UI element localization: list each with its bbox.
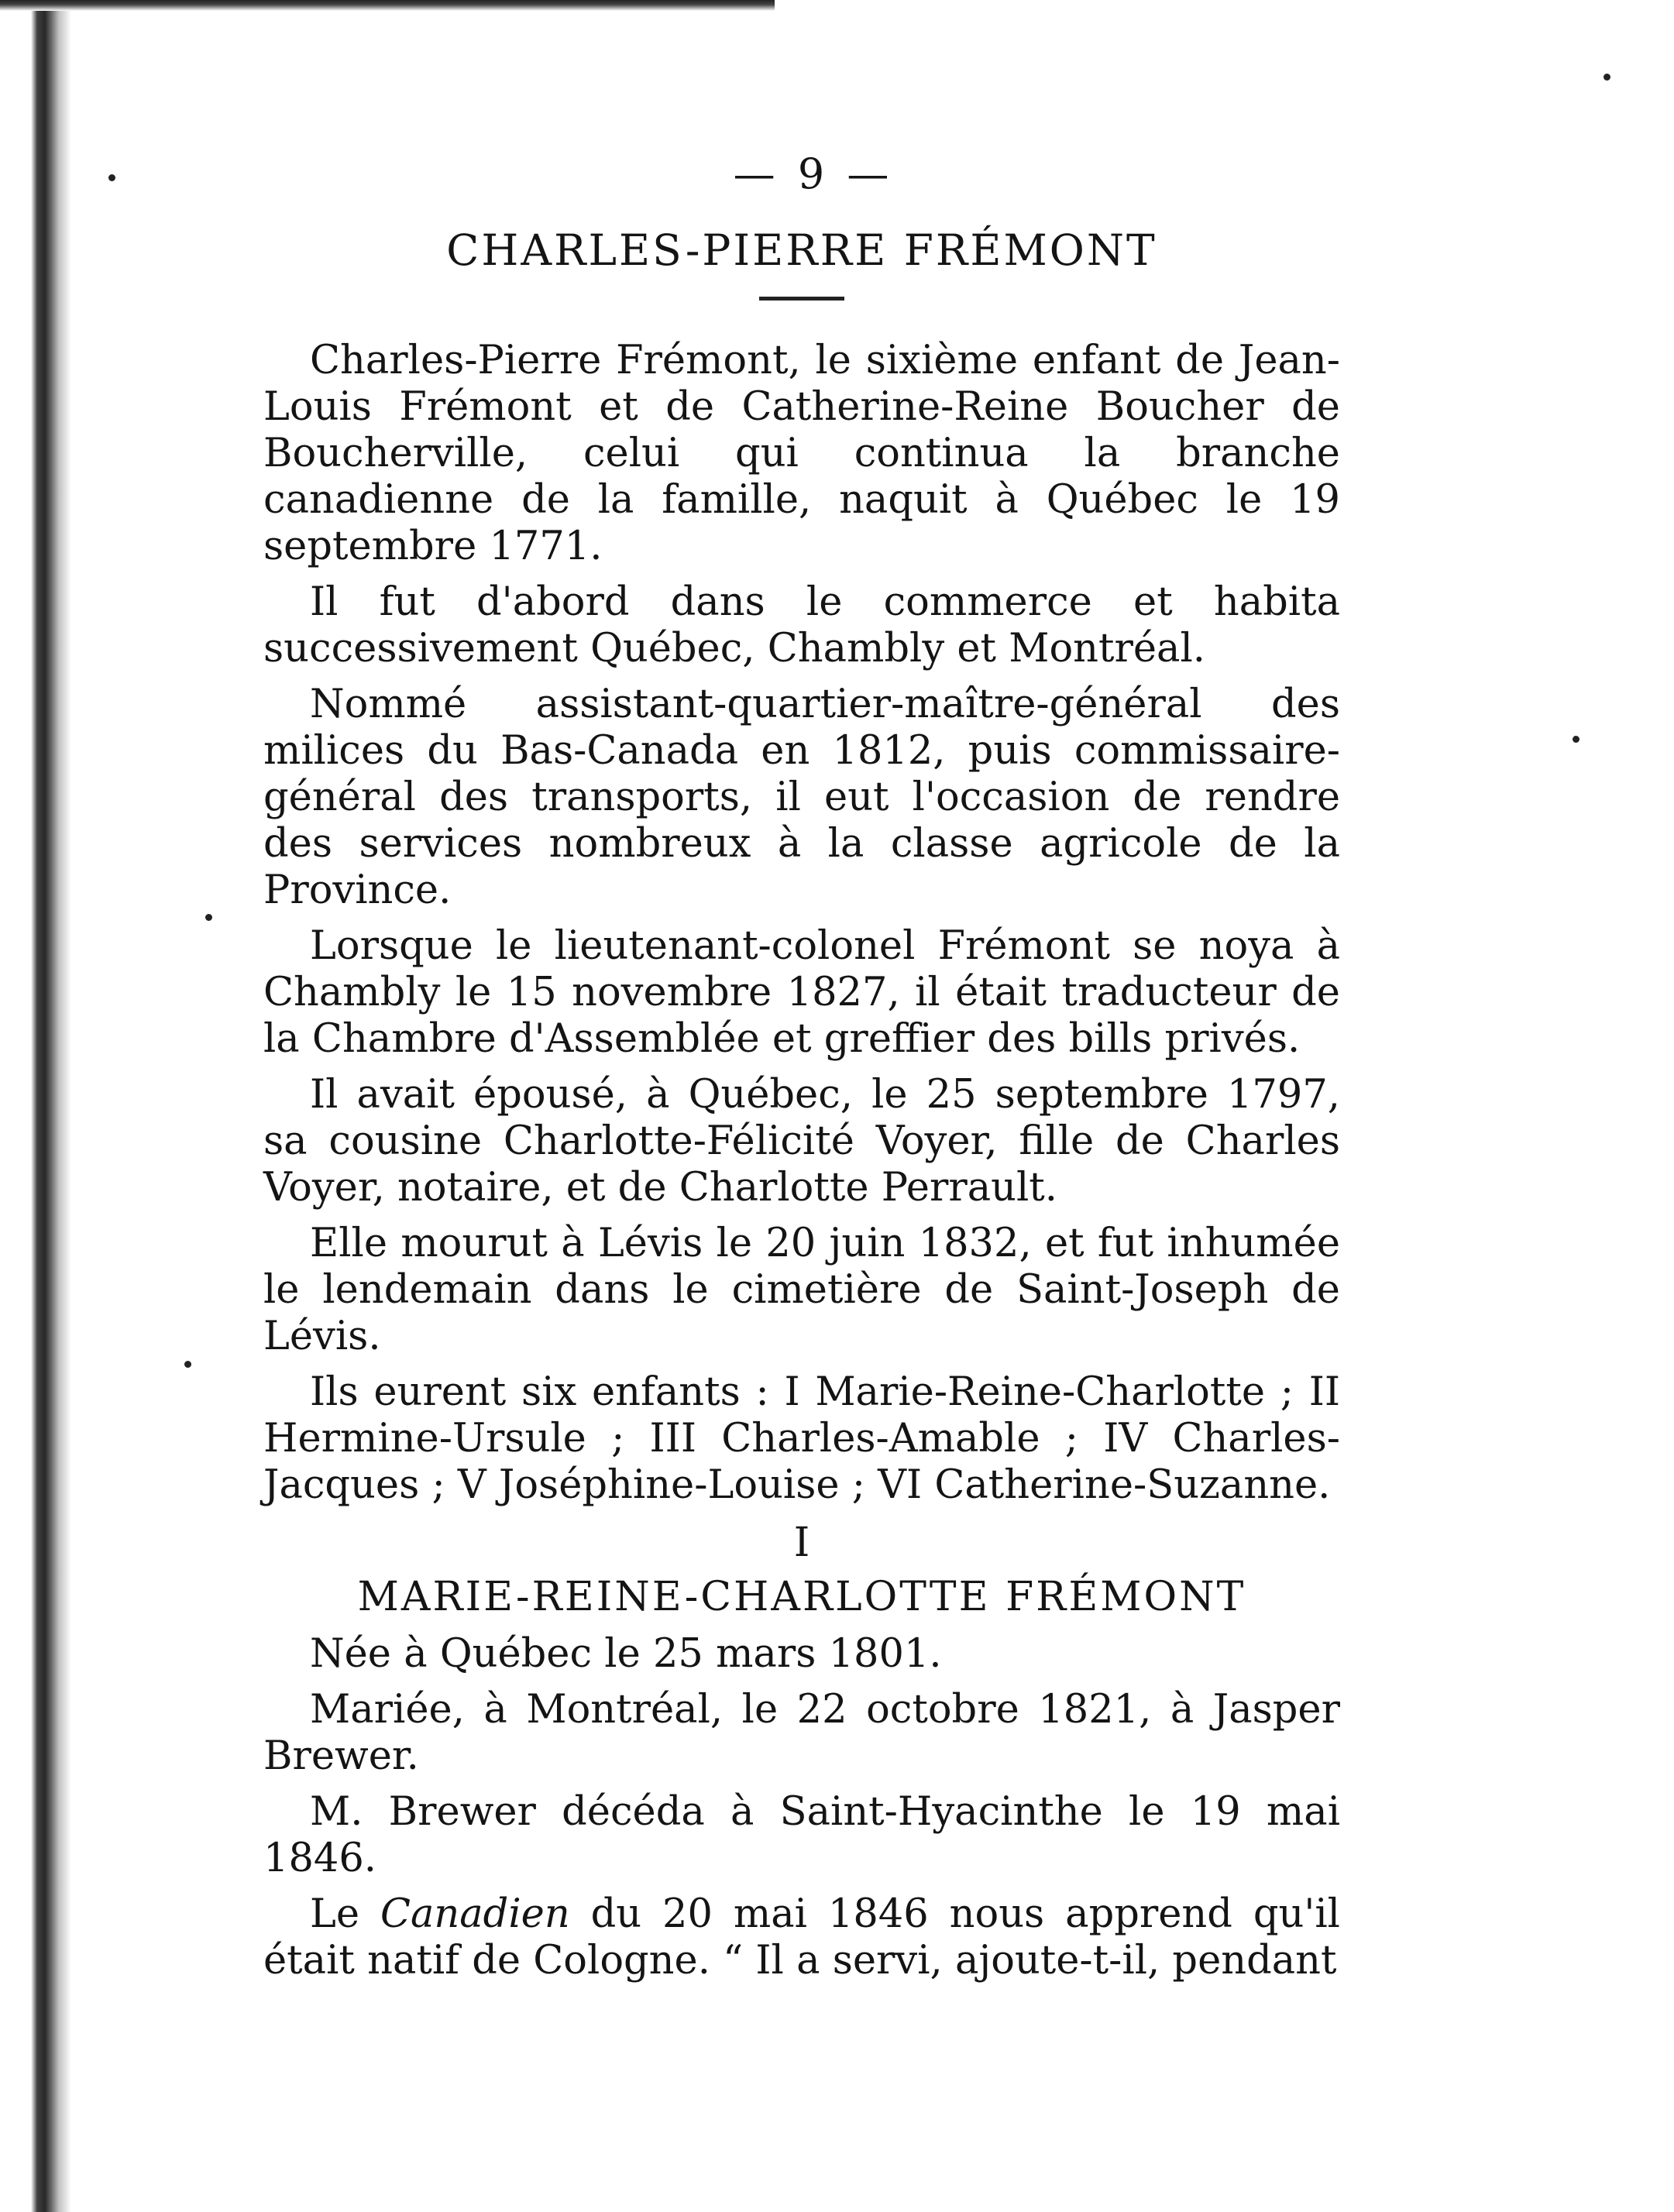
page-title: CHARLES-PIERRE FRÉMONT — [446, 225, 1157, 275]
paragraph: Il fut d'abord dans le commerce et habita successivement Québec, Chambly et Montréal. — [263, 579, 1340, 672]
scan-speck — [1604, 74, 1610, 81]
page-top-edge — [0, 0, 775, 11]
paragraph: Elle mourut à Lévis le 20 juin 1832, et fut inhumée le lendemain dans le cimetière de Saint-Joseph de Lévis. — [263, 1221, 1340, 1359]
title-rule — [759, 297, 844, 301]
newspaper-name: Canadien — [380, 1891, 570, 1937]
paragraph: Mariée, à Montréal, le 22 octobre 1821, à Jasper Brewer. — [263, 1687, 1340, 1779]
paragraph: Nommé assistant-quartier-maître-général des milices du Bas-Canada en 1812, puis commissaire-général des transports, il eut l'occasion de rendre des services nombreux à la classe agricole de la Province. — [263, 682, 1340, 913]
paragraph: M. Brewer décéda à Saint-Hyacinthe le 19 mai 1846. — [263, 1789, 1340, 1881]
section-title: MARIE-REINE-CHARLOTTE FRÉMONT — [357, 1574, 1246, 1620]
paragraph: Ils eurent six enfants : I Marie-Reine-Charlotte ; II Hermine-Ursule ; III Charles-Amable ; IV Charles-Jacques ; V Joséphine-Louise ; VI Catherine-Suzanne. — [263, 1369, 1340, 1508]
text-run: Le — [310, 1891, 380, 1937]
text-block — [263, 151, 1340, 1994]
paragraph: Née à Québec le 25 mars 1801. — [310, 1631, 942, 1677]
paragraph: Lorsque le lieutenant-colonel Frémont se noya à Chambly le 15 novembre 1827, il était traducteur de la Chambre d'Assemblée et greffier des bills privés. — [263, 923, 1340, 1062]
scan-speck — [1573, 736, 1579, 743]
page-number: — 9 — — [733, 149, 894, 198]
scan-speck — [184, 1361, 191, 1368]
scan-speck — [108, 174, 115, 181]
scan-speck — [205, 914, 212, 921]
paragraph: Il avait épousé, à Québec, le 25 septembre 1797, sa cousine Charlotte-Félicité Voyer, fille de Charles Voyer, notaire, et de Charlotte Perrault. — [263, 1072, 1340, 1211]
section-number: I — [793, 1520, 810, 1566]
text-run: du 20 mai 1846 nous apprend qu'il était natif de Cologne. “ Il a servi, ajoute-t-il, pendant — [263, 1891, 1340, 1984]
book-spine-edge — [0, 0, 74, 2212]
paragraph: Charles-Pierre Frémont, le sixième enfant de Jean-Louis Frémont et de Catherine-Reine Boucher de Boucherville, celui qui continua la branche canadienne de la famille, naquit à Québec le 19 septembre 1771. — [263, 338, 1340, 569]
paragraph-last — [263, 1891, 1340, 1984]
